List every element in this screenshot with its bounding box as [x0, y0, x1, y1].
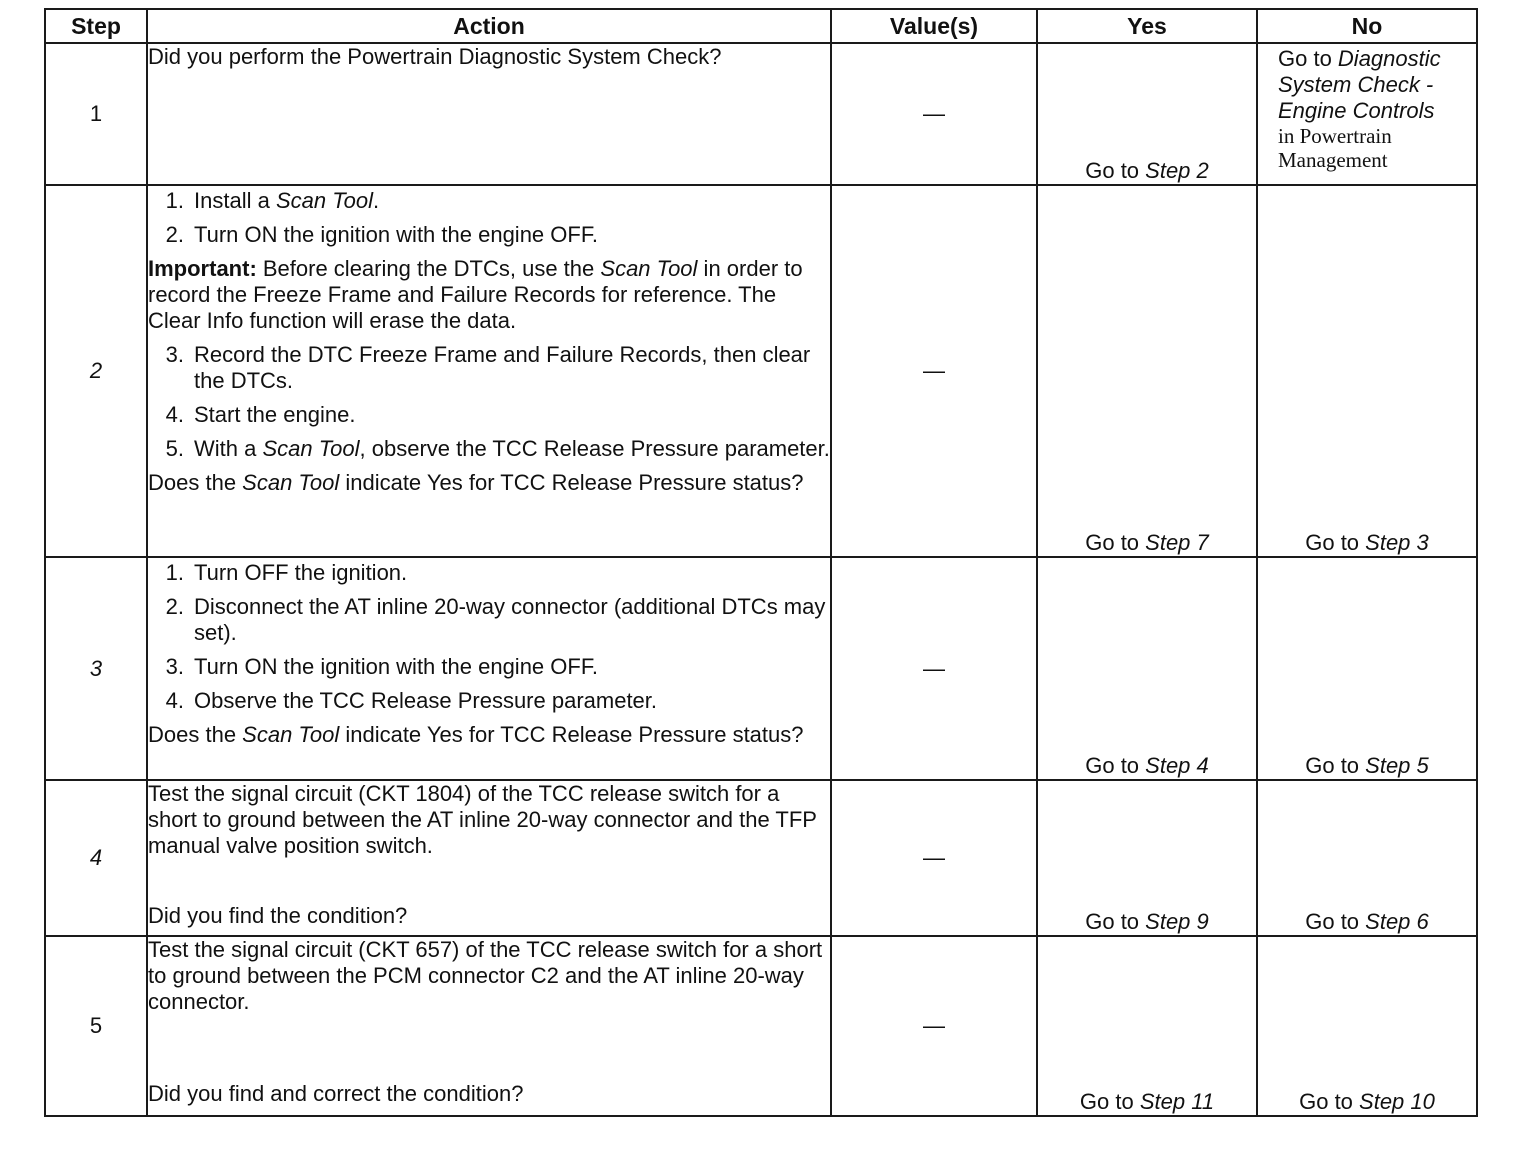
- step-number: 4: [45, 780, 147, 936]
- yes-step-link[interactable]: Step 2: [1145, 158, 1209, 183]
- question-text: Did you find the condition?: [148, 903, 408, 928]
- yes-step-link[interactable]: Step 7: [1145, 530, 1209, 555]
- list-item: 2. Disconnect the AT inline 20-way connector (additional DTCs may set).: [165, 594, 826, 645]
- no-suffix-2: Management: [1278, 148, 1388, 172]
- no-link-2[interactable]: System Check -: [1278, 72, 1434, 97]
- list-item: 3. Turn ON the ignition with the engine OFF.: [165, 654, 598, 679]
- no-step-link[interactable]: Step 5: [1365, 753, 1429, 778]
- step-number: 5: [45, 936, 147, 1116]
- table-row: [45, 936, 1477, 1116]
- question-text: Did you perform the Powertrain Diagnostic System Check?: [148, 44, 722, 69]
- table-row: [45, 557, 1477, 780]
- table-row: [45, 780, 1477, 936]
- list-item: 2. Turn ON the ignition with the engine OFF.: [165, 222, 598, 247]
- no-step-link[interactable]: Step 6: [1365, 909, 1429, 934]
- list-item: 1. Turn OFF the ignition.: [165, 560, 408, 585]
- header-no: No: [1257, 9, 1477, 43]
- header-row: [45, 9, 1477, 43]
- step-number: 2: [45, 185, 147, 557]
- header-action: Action: [147, 9, 831, 43]
- action-cell: [147, 936, 831, 1116]
- instruction-list: [148, 342, 830, 462]
- action-cell: [147, 185, 831, 557]
- header-yes: Yes: [1037, 9, 1257, 43]
- action-cell: [147, 557, 831, 780]
- no-cell: Go to Step 10: [1257, 936, 1477, 1116]
- scan-tool-link: Scan Tool: [275, 188, 373, 213]
- no-link-3[interactable]: Engine Controls: [1278, 98, 1435, 123]
- step-number: 1: [45, 43, 147, 185]
- action-text: Test the signal circuit (CKT 657) of the TCC release switch for a short to ground between the PCM connector C2 and the AT inline 20-way connector.: [148, 937, 823, 1014]
- no-step-link[interactable]: Step 10: [1359, 1089, 1435, 1114]
- action-cell: [147, 780, 831, 936]
- no-suffix-1: in Powertrain: [1278, 124, 1392, 148]
- no-cell: Go to Step 5: [1257, 557, 1477, 780]
- header-step: Step: [45, 9, 147, 43]
- list-item: 5. With a Scan Tool, observe the TCC Release Pressure parameter.: [165, 436, 830, 461]
- yes-cell: Go to Step 4: [1037, 557, 1257, 780]
- yes-cell: Go to Step 7: [1037, 185, 1257, 557]
- list-item: 4. Start the engine.: [165, 402, 356, 427]
- question-text: Does the Scan Tool indicate Yes for TCC Release Pressure status?: [148, 470, 804, 495]
- value-cell: —: [831, 557, 1037, 780]
- value-cell: —: [831, 185, 1037, 557]
- list-item: 4. Observe the TCC Release Pressure parameter.: [165, 688, 658, 713]
- no-cell: Go to Step 6: [1257, 780, 1477, 936]
- list-item: 3. Record the DTC Freeze Frame and Failure Records, then clear the DTCs.: [165, 342, 811, 393]
- table-row: [45, 185, 1477, 557]
- list-item: 1. Install a Scan Tool.: [165, 188, 380, 213]
- value-cell: —: [831, 43, 1037, 185]
- no-cell: Go to Step 3: [1257, 185, 1477, 557]
- question-text: Did you find and correct the condition?: [148, 1081, 524, 1106]
- instruction-list: [148, 560, 830, 714]
- yes-step-link[interactable]: Step 9: [1145, 909, 1209, 934]
- yes-cell: Go to Step 9: [1037, 780, 1257, 936]
- value-cell: —: [831, 936, 1037, 1116]
- value-cell: —: [831, 780, 1037, 936]
- step-number: 3: [45, 557, 147, 780]
- yes-prefix: Go to: [1085, 158, 1146, 183]
- no-cell: [1257, 43, 1477, 185]
- no-step-link[interactable]: Step 3: [1365, 530, 1429, 555]
- table-row: [45, 43, 1477, 185]
- instruction-list: [148, 188, 830, 248]
- yes-step-link[interactable]: Step 11: [1139, 1089, 1215, 1114]
- action-text: Test the signal circuit (CKT 1804) of the TCC release switch for a short to ground between the AT inline 20-way connector and the TFP manual valve position switch.: [148, 781, 817, 858]
- yes-step-link[interactable]: Step 4: [1145, 753, 1209, 778]
- header-values: Value(s): [831, 9, 1037, 43]
- yes-cell: Go to Step 11: [1037, 936, 1257, 1116]
- yes-cell: [1037, 43, 1257, 185]
- no-prefix: Go to: [1278, 46, 1338, 71]
- question-text: Does the Scan Tool indicate Yes for TCC Release Pressure status?: [148, 722, 804, 747]
- important-note: Important: Before clearing the DTCs, use the Scan Tool in order to record the Freeze Frame and Failure Records for reference. The Clear Info function will erase the data.: [148, 256, 803, 333]
- no-link-1[interactable]: Diagnostic: [1337, 46, 1441, 71]
- diagnostic-table: [44, 8, 1478, 1117]
- action-cell: [147, 43, 831, 185]
